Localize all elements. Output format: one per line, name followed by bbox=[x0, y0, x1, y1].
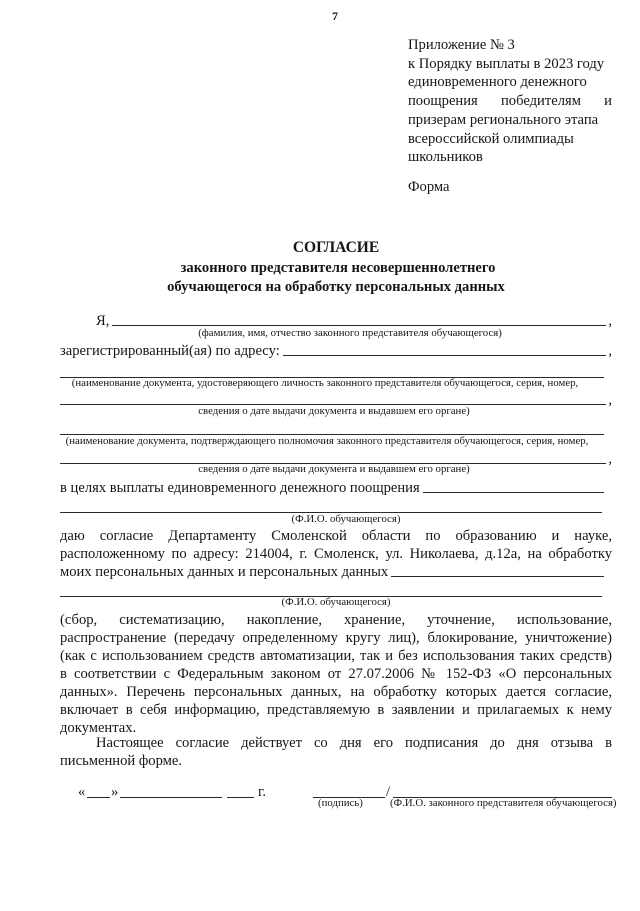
representative-name-field bbox=[112, 325, 606, 326]
purpose-row bbox=[60, 479, 606, 497]
consent-line-3: моих персональных данных и персональных данных bbox=[60, 564, 389, 580]
signature-separator: / bbox=[386, 784, 391, 800]
consent-line-3-row bbox=[60, 563, 606, 581]
document-subtitle-line-1: законного представителя несовершеннолетнего bbox=[180, 260, 496, 276]
processing-line: документах. bbox=[60, 720, 137, 736]
appendix-line: к Порядку выплаты в 2023 году bbox=[408, 55, 605, 72]
processing-line: данных». Перечень персональных данных, на обработку которых дается согласие, bbox=[60, 684, 612, 700]
document-title: СОГЛАСИЕ bbox=[292, 239, 380, 256]
appendix-line: школьников bbox=[408, 149, 483, 166]
comma: , bbox=[608, 343, 612, 359]
representative-fio-caption: (Ф.И.О. законного представителя обучающегося) bbox=[390, 797, 617, 809]
appendix-line: всероссийской олимпиады bbox=[408, 130, 574, 147]
processing-line: включает в себя информацию, представляемую в заявлении и прилагаемых к нему bbox=[60, 702, 612, 718]
appendix-block bbox=[408, 36, 612, 167]
signature-caption: (подпись) bbox=[318, 797, 363, 809]
date-year-suffix: г. bbox=[258, 784, 266, 800]
validity-line: письменной форме. bbox=[60, 753, 183, 769]
date-month-field bbox=[120, 783, 222, 798]
processing-line: (как с использованием средств автоматизации, так и без использования таких средств) bbox=[60, 648, 612, 664]
date-close-quote: » bbox=[111, 784, 119, 800]
page-number: 7 bbox=[332, 9, 338, 23]
appendix-line: единовременного денежного bbox=[408, 74, 587, 91]
comma: , bbox=[608, 313, 612, 329]
representative-prefix: Я, bbox=[96, 313, 110, 329]
appendix-line: поощрения победителям и bbox=[408, 93, 612, 110]
date-year-field bbox=[227, 783, 254, 798]
processing-line: в соответствии с Федеральным законом от 27.07.2006 № 152-ФЗ «О персональных bbox=[60, 666, 612, 682]
date-open-quote: « bbox=[78, 784, 86, 800]
authority-document-caption-1: (наименование документа, подтверждающего полномочия законного представителя обучающегося, серия, номер, bbox=[65, 435, 589, 447]
student-name-field-1 bbox=[423, 492, 604, 493]
signature-field bbox=[313, 783, 385, 798]
student-name-caption-1: (Ф.И.О. обучающегося) bbox=[291, 513, 401, 525]
comma: , bbox=[608, 392, 612, 408]
consent-line-2: расположенному по адресу: 214004, г. Смоленск, ул. Николаева, д.12а, на обработку bbox=[60, 546, 612, 562]
appendix-line: призерам регионального этапа bbox=[408, 111, 599, 128]
representative-fio-field bbox=[393, 783, 612, 798]
identity-document-caption-2: сведения о дате выдачи документа и выдавшем его органе) bbox=[198, 405, 470, 417]
validity-line: Настоящее согласие действует со дня его подписания до дня отзыва в bbox=[96, 735, 612, 751]
comma: , bbox=[608, 451, 612, 467]
document-subtitle-line-2: обучающегося на обработку персональных данных bbox=[167, 279, 505, 295]
representative-name-caption: (фамилия, имя, отчество законного представителя обучающегося) bbox=[198, 327, 502, 339]
student-name-field-2 bbox=[391, 576, 604, 577]
address-field bbox=[283, 355, 607, 356]
consent-line-1: даю согласие Департаменту Смоленской области по образованию и науке, bbox=[60, 528, 612, 544]
processing-line: (сбор, систематизацию, накопление, хранение, уточнение, использование, bbox=[60, 612, 612, 628]
purpose-text: в целях выплаты единовременного денежного поощрения bbox=[60, 480, 420, 496]
identity-document-caption-1: (наименование документа, удостоверяющего личность законного представителя обучающегося, серия, номер, bbox=[71, 377, 579, 389]
form-label: Форма bbox=[408, 179, 450, 195]
student-name-caption-2: (Ф.И.О. обучающегося) bbox=[281, 596, 391, 608]
address-row bbox=[60, 342, 612, 360]
date-day-field bbox=[87, 783, 110, 798]
address-label: зарегистрированный(ая) по адресу: bbox=[60, 343, 280, 359]
authority-document-caption-2: сведения о дате выдачи документа и выдавшем его органе) bbox=[198, 463, 470, 475]
processing-line: распространение (передачу определенному кругу лиц), блокирование, уничтожение) bbox=[60, 630, 612, 646]
appendix-line: Приложение № 3 bbox=[408, 37, 515, 53]
